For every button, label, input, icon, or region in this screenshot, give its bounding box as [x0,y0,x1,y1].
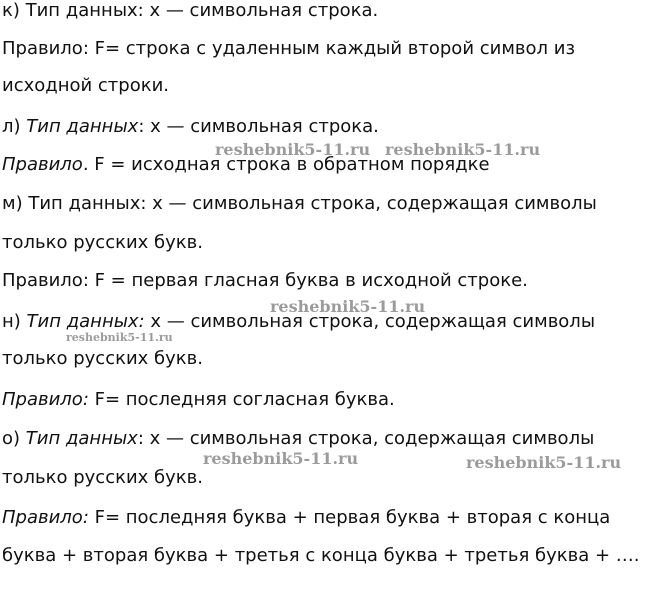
item-n-rule-line [2,389,395,411]
item-o-type-text: : х — символьная строка, содержащая символы [137,428,595,449]
item-k-type-line: к) Тип данных: х — символьная строка. [2,0,379,21]
item-m-type-line: м) Тип данных: х — символьная строка, содержащая символы [2,193,597,214]
item-l-rule-text: . F = исходная строка в обратном порядке [82,154,490,175]
watermark: reshebnik5-11.ru [385,140,541,159]
item-o-rule-line [2,507,610,529]
item-l-type-label: Тип данных [26,116,139,137]
item-m-rule-line: Правило: F = первая гласная буква в исходной строке. [2,270,528,291]
item-n-type-text: х — символьная строка, содержащая символы [144,311,596,332]
item-n-prefix: н) [2,311,27,332]
item-o-rule-text: F= последняя буква + первая буква + вторая с конца [88,507,611,528]
watermark: reshebnik5-11.ru [203,449,359,468]
watermark: reshebnik5-11.ru [466,453,622,472]
item-o-prefix: о) [2,428,26,449]
item-n-rule-label: Правило: [2,389,89,410]
item-o-type-line [2,428,594,450]
item-k-rule-continuation: исходной строки. [2,75,170,96]
item-l-type-text: : х — символьная строка. [138,116,379,137]
item-n-type-label: Тип данных: [26,311,145,332]
item-m-type-continuation: только русских букв. [2,232,203,253]
item-o-type-label: Тип данных [25,428,138,449]
item-n-rule-text: F= последняя согласная буква. [88,389,395,410]
item-o-rule-label: Правило: [2,507,89,528]
watermark: reshebnik5-11.ru [66,331,173,344]
item-n-type-continuation: только русских букв. [2,348,203,369]
watermark: reshebnik5-11.ru [215,140,371,159]
item-o-type-continuation: только русских букв. [2,467,203,488]
item-o-rule-continuation: буква + вторая буква + третья с конца буква + третья буква + …. [2,545,640,566]
item-l-prefix: л) [2,116,27,137]
watermark: reshebnik5-11.ru [270,297,426,316]
item-k-rule-line: Правило: F= строка с удаленным каждый второй символ из [2,38,576,59]
item-l-rule-label: Правило [2,154,83,175]
item-l-type-line [2,116,379,138]
